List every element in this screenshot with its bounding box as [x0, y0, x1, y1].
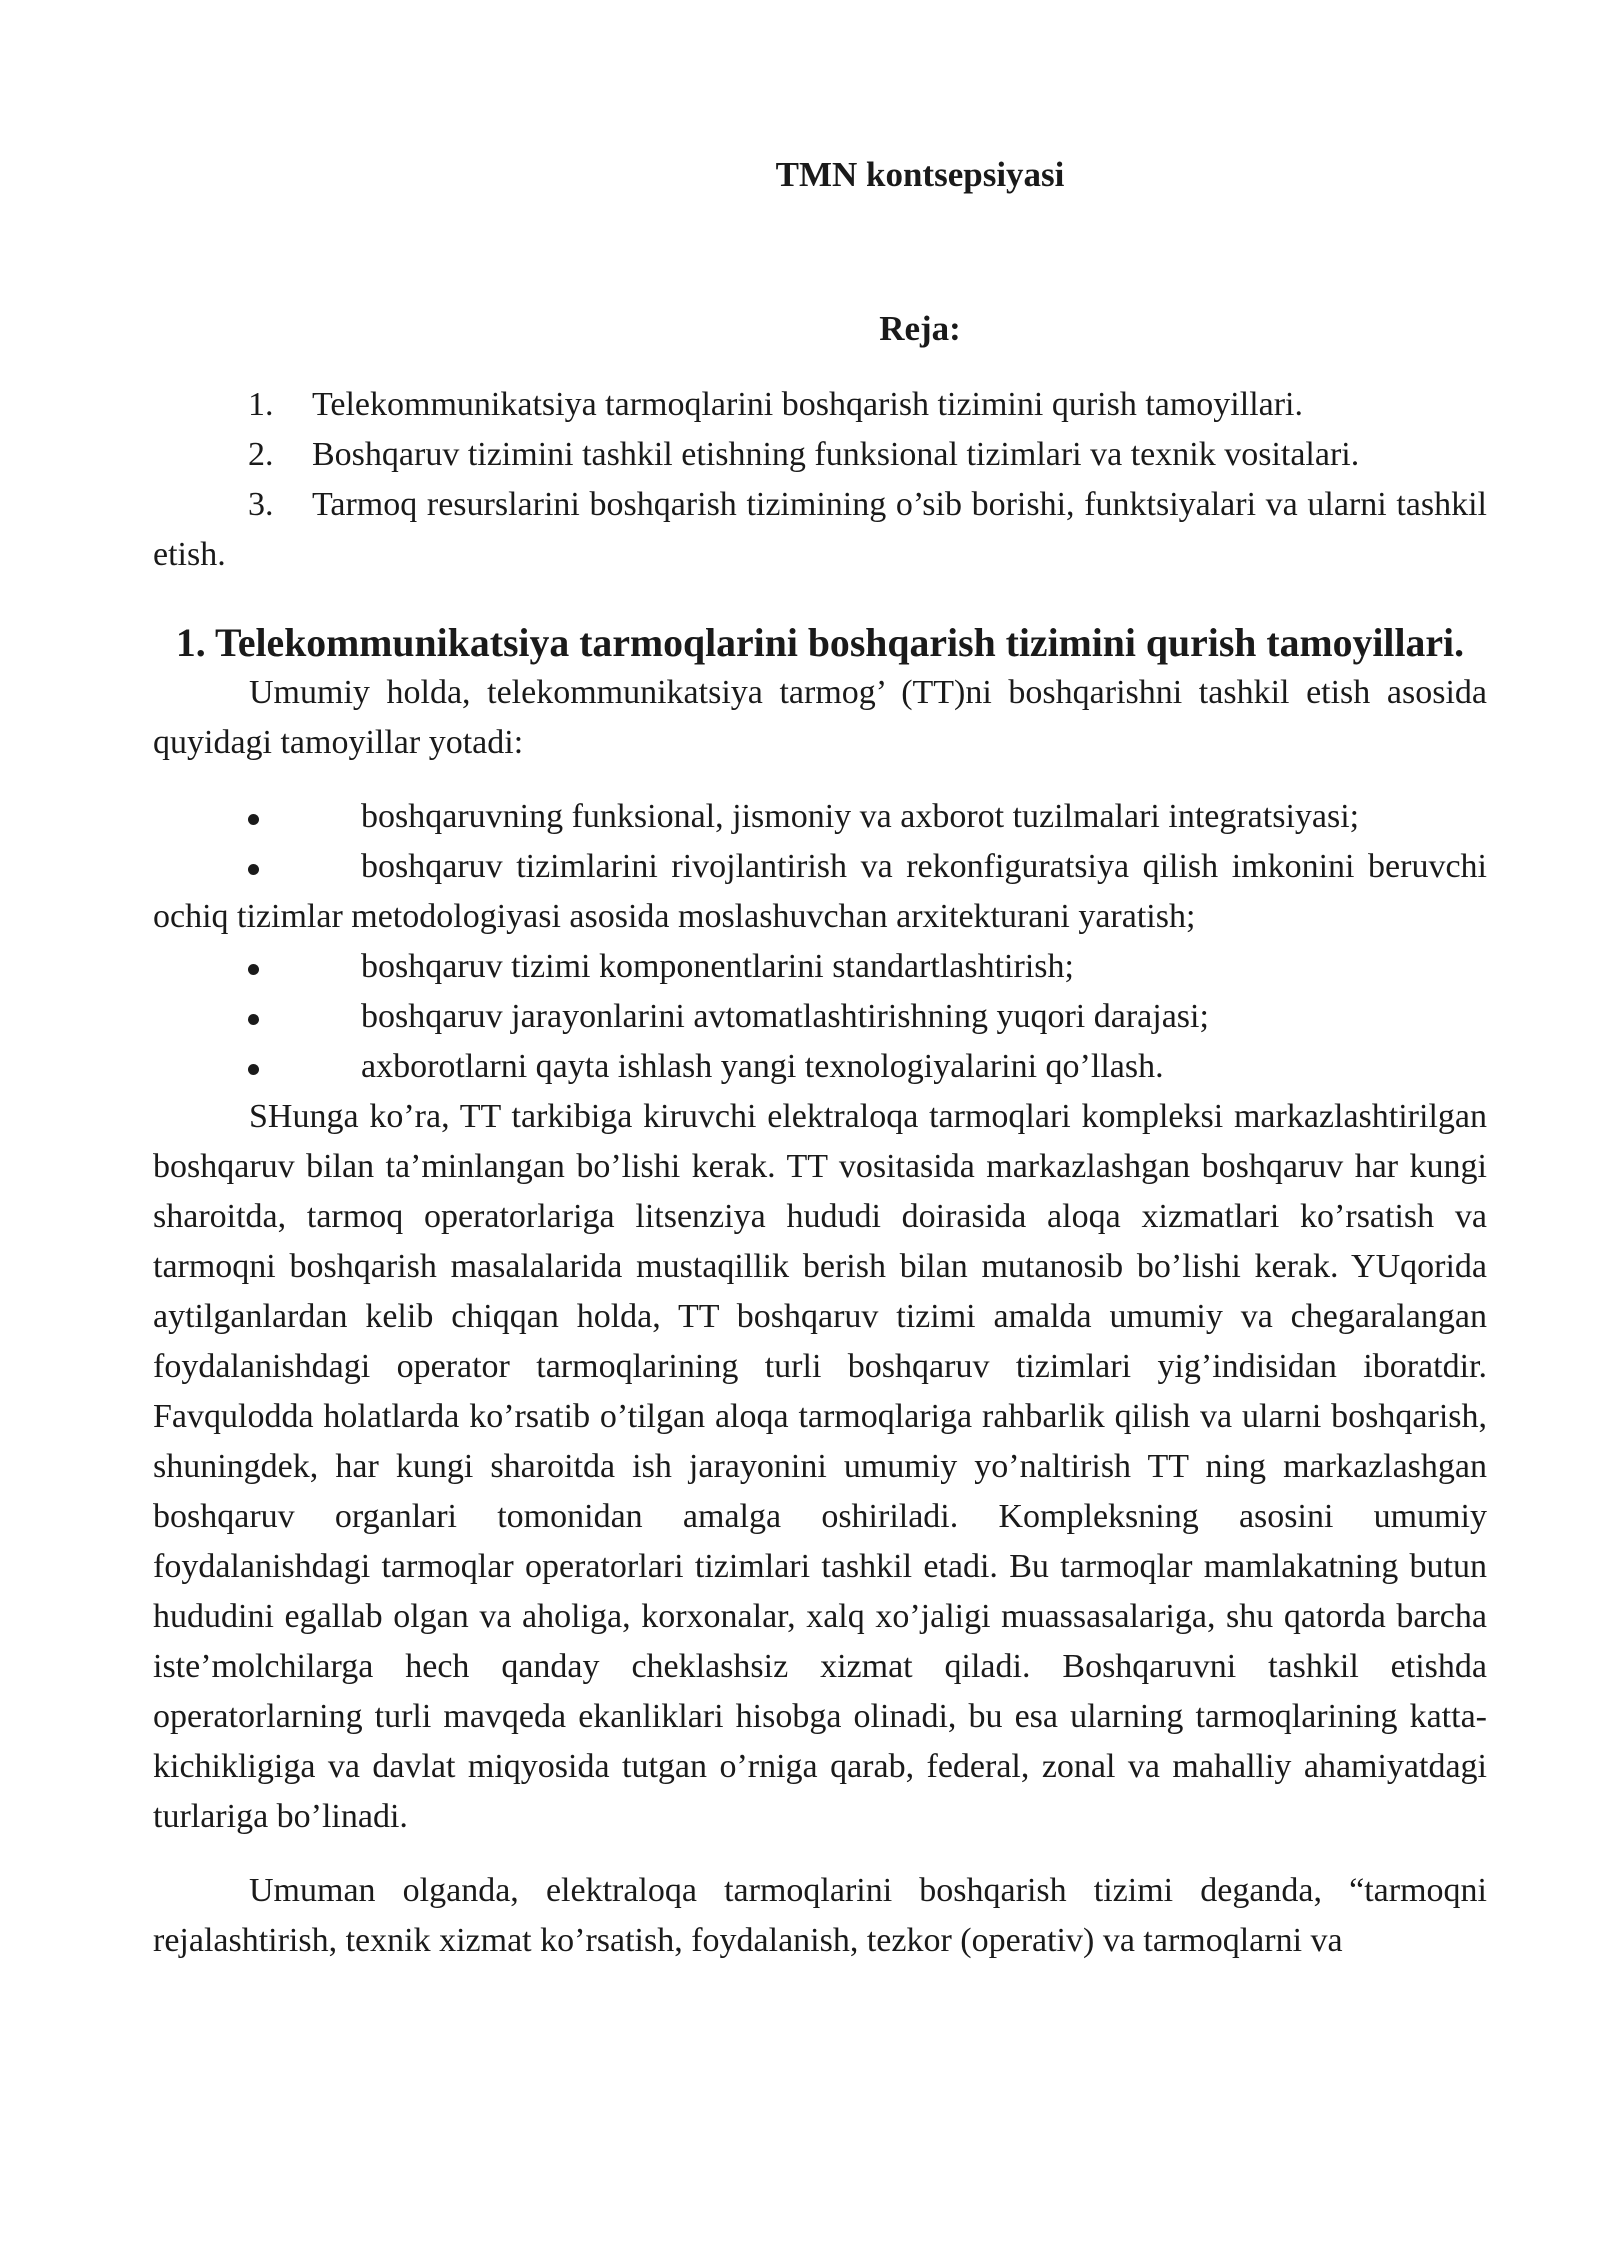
- plan-item-number: 2.: [248, 436, 274, 473]
- plan-item-text: Tarmoq resurslarini boshqarish tizimining o’sib borishi, funktsiyalari va ularni tashkil etish.: [153, 486, 1487, 573]
- bullet-icon: [153, 992, 361, 1042]
- bullet-icon: [153, 942, 361, 992]
- plan-heading: Reja:: [879, 309, 961, 348]
- list-item: boshqaruvning funksional, jismoniy va axborot tuzilmalari integratsiyasi;: [153, 792, 1487, 842]
- plan-item-1: [153, 380, 1487, 430]
- main-paragraph: SHunga ko’ra, TT tarkibiga kiruvchi elektraloqa tarmoqlari kompleksi markazlashtirilgan boshqaruv bilan ta’minlangan bo’lishi kerak. TT vositasida markazlashgan boshqaruv har kungi sharoitda, tarmoq operatorlariga litsenziya hududi doirasida aloqa xizmatlari ko’rsatish va tarmoqni boshqarish masalalarida mustaqillik berish bilan mutanosib bo’lishi kerak. YUqorida aytilganlardan kelib chiqqan holda, TT boshqaruv tizimi amalda umumiy va chegaralangan foydalanishdagi operator tarmoqlarining turli boshqaruv tizimlari yig’indisidan iboratdir. Favqulodda holatlarda ko’rsatib o’tilgan aloqa tarmoqlariga rahbarlik qilish va ularni boshqarish, shuningdek, har kungi sharoitda ish jarayonini umumiy yo’naltirish TT ning markazlashgan boshqaruv organlari tomonidan amalga oshiriladi. Kompleksning asosini umumiy foydalanishdagi tarmoqlar operatorlari tizimlari tashkil etadi. Bu tarmoqlar mamlakatning butun hududini egallab olgan va aholiga, korxonalar, xalq xo’jaligi muassasalariga, shu qatorda barcha iste’molchilarga hech qanday cheklashsiz xizmat qiladi. Boshqaruvni tashkil etishda operatorlarning turli mavqeda ekanliklari hisobga olinadi, bu esa ularning tarmoqlarining katta-kichikligiga va davlat miqyosida tutgan o’rniga qarab, federal, zonal va mahalliy ahamiyatdagi turlariga bo’linadi.: [153, 1098, 1487, 1835]
- plan-list: [153, 380, 1487, 580]
- plan-item-2: [153, 430, 1487, 480]
- last-paragraph: Umuman olganda, elektraloqa tarmoqlarini boshqarish tizimi deganda, “tarmoqni rejalashtirish, texnik xizmat ko’rsatish, foydalanish, tezkor (operativ) va tarmoqlarni va: [153, 1872, 1487, 1959]
- list-item: boshqaruv jarayonlarini avtomatlashtirishning yuqori darajasi;: [153, 992, 1487, 1042]
- list-item: boshqaruv tizimi komponentlarini standartlashtirish;: [153, 942, 1487, 992]
- document-body: [153, 380, 1487, 1966]
- plan-item-text: Telekommunikatsiya tarmoqlarini boshqarish tizimini qurish tamoyillari.: [312, 386, 1303, 423]
- list-item: boshqaruv tizimlarini rivojlantirish va rekonfiguratsiya qilish imkonini beruvchi ochiq tizimlar metodologiyasi asosida moslashuvchan arxitekturani yaratish;: [153, 842, 1487, 942]
- intro-paragraph: Umumiy holda, telekommunikatsiya tarmog’ (TT)ni boshqarishni tashkil etish asosida quyidagi tamoyillar yotadi:: [153, 674, 1487, 761]
- principles-list: [153, 792, 1487, 1092]
- plan-item-number: 3.: [248, 486, 274, 523]
- section-heading: 1. Telekommunikatsiya tarmoqlarini boshqarish tizimini qurish tamoyillari.: [175, 621, 1465, 665]
- document-title: TMN kontsepsiyasi: [775, 155, 1065, 194]
- bullet-icon: [153, 792, 361, 842]
- bullet-icon: [153, 842, 361, 892]
- plan-item-3: [153, 480, 1487, 580]
- plan-item-text: Boshqaruv tizimini tashkil etishning funksional tizimlari va texnik vositalari.: [312, 436, 1360, 473]
- plan-item-number: 1.: [248, 386, 274, 423]
- bullet-icon: [153, 1042, 361, 1092]
- list-item: axborotlarni qayta ishlash yangi texnologiyalarini qo’llash.: [153, 1042, 1487, 1092]
